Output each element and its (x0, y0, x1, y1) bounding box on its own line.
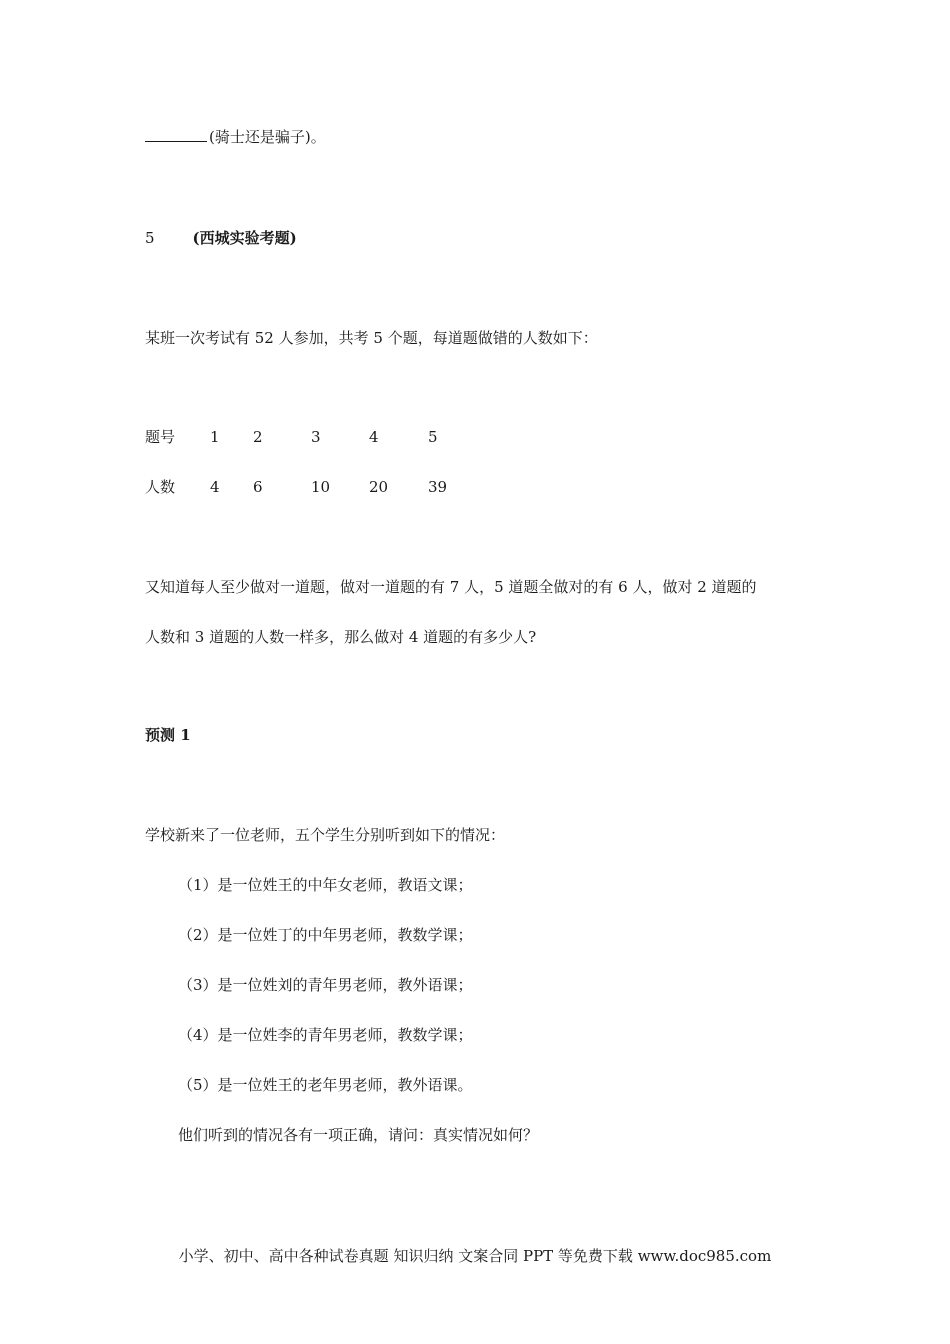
problem5-condition-line2: 人数和 3 道题的人数一样多，那么做对 4 道题的有多少人? (145, 628, 537, 646)
table-cell: 39 (428, 478, 448, 496)
list-item: （4）是一位姓李的青年男老师，教数学课； (178, 1026, 473, 1044)
answer-blank-suffix: (骑士还是骗子)。 (209, 128, 326, 146)
list-item: （2）是一位姓丁的中年男老师，教数学课； (178, 926, 473, 944)
answer-blank (145, 127, 207, 142)
page-footer: 小学、初中、高中各种试卷真题 知识归纳 文案合同 PPT 等免费下载 www.doc985.com (178, 1247, 772, 1265)
table-cell: 20 (369, 478, 389, 496)
problem5-condition-line1: 又知道每人至少做对一道题，做对一道题的有 7 人，5 道题全做对的有 6 人，做对 2 道题的 (145, 578, 757, 596)
problem5-heading (145, 228, 297, 248)
list-item: （1）是一位姓王的中年女老师，教语文课； (178, 876, 473, 894)
list-item: （3）是一位姓刘的青年男老师，教外语课； (178, 976, 473, 994)
prediction1-question: 他们听到的情况各有一项正确，请问：真实情况如何？ (178, 1126, 539, 1144)
table-cell: 4 (210, 478, 220, 496)
table-cell: 2 (253, 428, 263, 446)
table-row-label-count: 人数 (145, 478, 176, 496)
prediction1-heading: 预测 1 (145, 726, 191, 744)
prediction1-intro: 学校新来了一位老师，五个学生分别听到如下的情况： (145, 826, 506, 844)
problem5-source: (西城实验考题) (192, 229, 297, 247)
problem5-intro: 某班一次考试有 52 人参加，共考 5 个题，每道题做错的人数如下： (145, 329, 598, 347)
table-cell: 6 (253, 478, 263, 496)
table-cell: 1 (210, 428, 220, 446)
answer-blank-line (145, 127, 326, 147)
table-cell: 4 (369, 428, 379, 446)
table-cell: 3 (311, 428, 321, 446)
table-cell: 5 (428, 428, 438, 446)
table-cell: 10 (311, 478, 331, 496)
list-item: （5）是一位姓王的老年男老师，教外语课。 (178, 1076, 473, 1094)
table-row-label-question: 题号 (145, 428, 176, 446)
problem5-number: 5 (145, 229, 155, 247)
